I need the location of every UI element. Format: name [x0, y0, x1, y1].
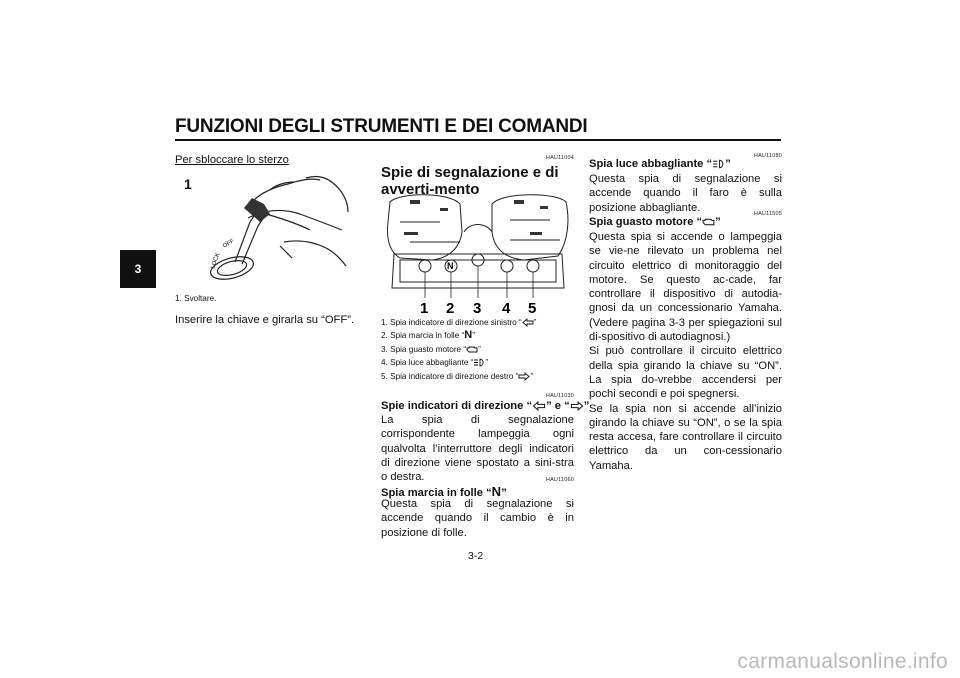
header-rule: [175, 139, 781, 141]
high-beam-title: Spia luce abbagliante “ ”: [589, 158, 731, 170]
gauge-number-5: 5: [528, 300, 537, 316]
engine-paragraph-2: Si può controllare il circuito elettrico della spia girando la chiave su “ON”. La spia do-vrebbe accendersi per pochi secondi e poi spegnersi.: [589, 345, 782, 401]
high-beam-icon: [712, 159, 725, 169]
high-beam-text: Questa spia di segnalazione si accende quando il faro è sulla posizione abbagliante.: [589, 173, 782, 214]
turn-title: Spie indicatori di direzione “ ” e “ ”: [381, 400, 590, 412]
gauge-number-2: 2: [446, 300, 455, 316]
gauge-number-4: 4: [502, 300, 511, 316]
instrument-panel-illustration: [380, 192, 576, 316]
engine-paragraph-1: Questa spia si accende o lampeggia se vie-ne rilevato un problema nel circuito elettrico di monitoraggio del motore. Se questo ac-cade, far controllare il dispositivo di autodia-gnosi da un concessionario Yamaha. (Vedere pagina 3-3 per spiegazioni sul di-spositivo di autodiagnosi.): [589, 231, 782, 344]
svg-text:N: N: [447, 261, 454, 271]
turn-text: La spia di segnalazione corrispondente lampeggia ogni qualvolta l’interruttore degli indicatori di direzione viene spostato a sini-stra o destra.: [381, 414, 574, 484]
key-lock-label: LOCK: [210, 252, 222, 270]
unlock-heading: Per sbloccare lo sterzo: [175, 154, 289, 166]
neutral-text: Questa spia di segnalazione si accende quando il cambio è in posizione di folle.: [381, 498, 574, 539]
caption-item: 1. Spia indicatore di direzione sinistro “ ”: [381, 318, 537, 327]
page-number: 3-2: [468, 550, 484, 562]
turn-code: HAU11030: [545, 393, 574, 399]
key-illustration: [180, 170, 350, 288]
engine-icon: [702, 217, 715, 227]
neutral-glyph: N: [464, 329, 473, 342]
section-code: HAU11004: [545, 155, 574, 161]
caption-item: 5. Spia indicatore di direzione destro “ ”: [381, 371, 534, 381]
engine-title: Spia guasto motore “ ”: [589, 216, 721, 228]
engine-icon: [466, 345, 478, 354]
figure-number: 1: [184, 176, 192, 192]
page-title: FUNZIONI DEGLI STRUMENTI E DEI COMANDI: [175, 116, 588, 137]
neutral-code: HAU11060: [545, 477, 574, 483]
turn-left-icon: [522, 318, 534, 327]
gauge-number-1: 1: [420, 300, 429, 316]
turn-left-icon: [532, 401, 546, 411]
engine-text: [589, 230, 782, 473]
watermark: carmanualsonline.info: [737, 650, 948, 673]
chapter-tab: 3: [120, 250, 156, 288]
panel-captions: [381, 316, 581, 383]
caption-item: 4. Spia luce abbagliante “ ”: [381, 358, 489, 368]
figure-caption: 1. Svoltare.: [175, 294, 217, 303]
high-beam-icon: [473, 358, 485, 367]
neutral-glyph: N: [491, 484, 502, 499]
unlock-text: Inserire la chiave e girarla su “OFF”.: [175, 314, 355, 326]
turn-right-icon: [570, 401, 584, 411]
caption-item: 2. Spia marcia in folle “N”: [381, 329, 475, 342]
neutral-title: Spia marcia in folle “N”: [381, 484, 507, 499]
key-off-label: OFF: [222, 238, 236, 250]
high-beam-code: HAU11080: [753, 153, 782, 159]
caption-item: 3. Spia guasto motore “ ”: [381, 344, 481, 354]
engine-code: HAU11505: [753, 211, 782, 217]
engine-paragraph-3: Se la spia non si accende all’inizio girando la chiave su “ON”, o se la spia resta accesa, fare controllare il circuito elettrico da un con-cessionario Yamaha.: [589, 402, 782, 472]
gauge-number-3: 3: [473, 300, 482, 316]
turn-right-icon: [518, 372, 530, 381]
section-title: Spie di segnalazione e di avverti-mento: [381, 164, 559, 198]
